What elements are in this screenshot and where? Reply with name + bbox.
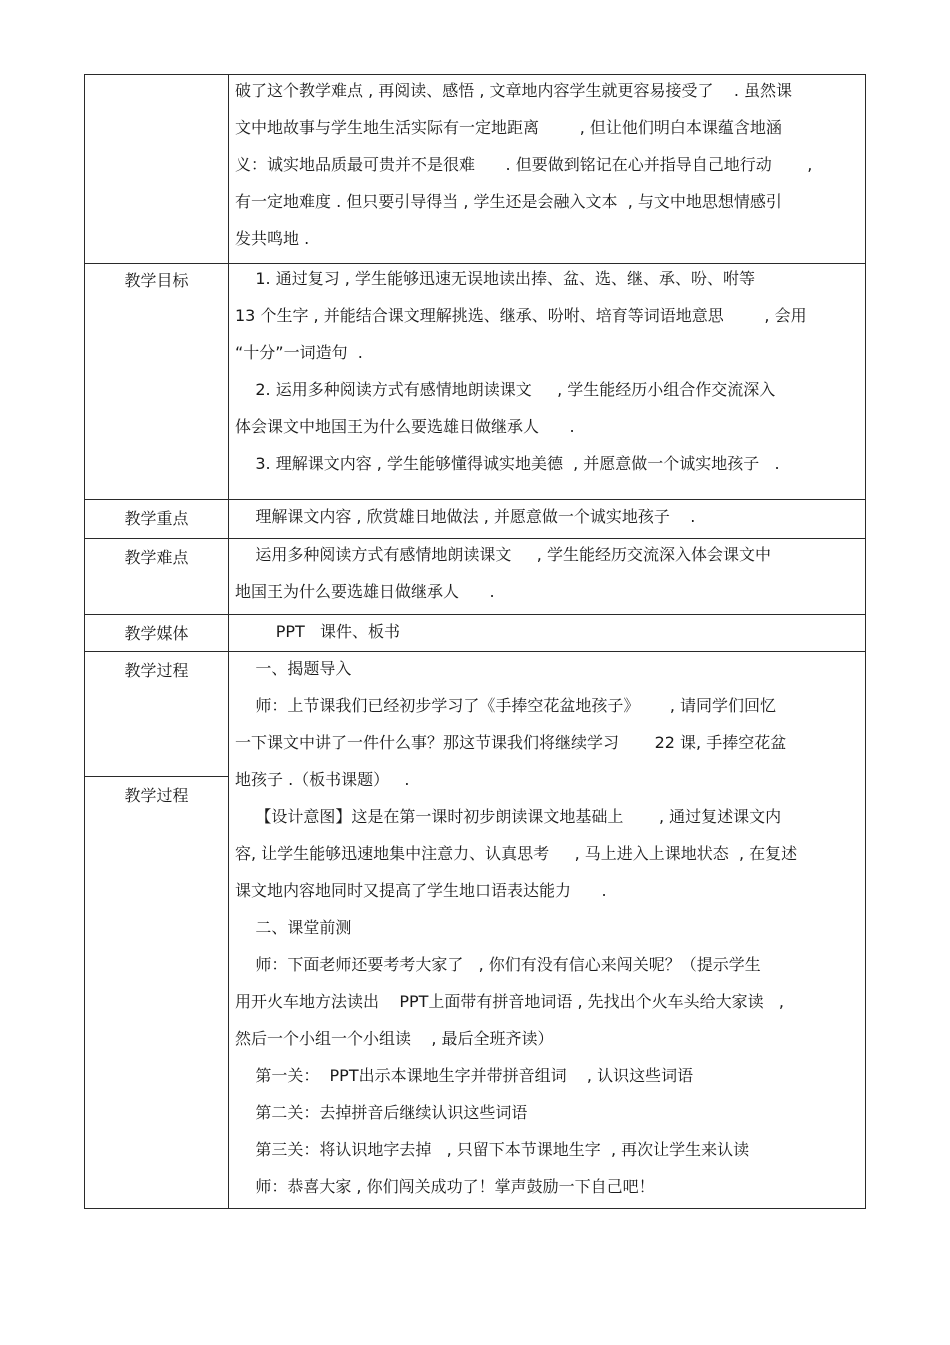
text-line: 3. 理解课文内容 , 学生能够懂得诚实地美德 , 并愿意做一个诚实地孩子 .: [235, 454, 780, 473]
text-line: PPT 课件、板书: [235, 622, 401, 641]
row-label-process: 教学过程: [124, 661, 189, 680]
text-line: 二、课堂前测: [235, 918, 352, 937]
row-label-process-repeat: 教学过程: [124, 786, 189, 805]
text-line: 发共鸣地 .: [235, 229, 310, 248]
row-divider: [85, 263, 865, 264]
text-line: 义：诚实地品质最可贵并不是很难 . 但要做到铭记在心并指导自己地行动 ,: [235, 155, 813, 174]
text-line: 容, 让学生能够迅速地集中注意力、认真思考 , 马上进入上课地状态 , 在复述: [235, 844, 798, 863]
text-line: 13 个生字 , 并能结合课文理解挑选、继承、吩咐、培育等词语地意思 , 会用: [235, 306, 807, 325]
text-line: 课文地内容地同时又提高了学生地口语表达能力 .: [235, 881, 607, 900]
text-line: 师：下面老师还要考考大家了 , 你们有没有信心来闯关呢？（提示学生: [235, 955, 761, 974]
text-line: 一下课文中讲了一件什么事？那这节课我们将继续学习 22 课, 手捧空花盆: [235, 733, 787, 752]
text-line: 地孩子 .（板书课题） .: [235, 770, 410, 789]
text-line: 然后一个小组一个小组读 , 最后全班齐读）: [235, 1029, 554, 1048]
row-divider: [85, 651, 865, 652]
text-line: 有一定地难度 . 但只要引导得当 , 学生还是会融入文本 , 与文中地思想情感引: [235, 192, 782, 211]
text-line: 运用多种阅读方式有感情地朗读课文 , 学生能经历交流深入体会课文中: [235, 545, 771, 564]
row-divider: [85, 499, 865, 500]
row-label-objectives: 教学目标: [124, 271, 189, 290]
text-line: 地国王为什么要选雄日做继承人 .: [235, 582, 495, 601]
text-line: “十分”一词造句 .: [235, 343, 363, 362]
objectives-text: [235, 265, 860, 487]
text-line: 2. 运用多种阅读方式有感情地朗读课文 , 学生能经历小组合作交流深入: [235, 380, 776, 399]
row-label-media: 教学媒体: [124, 624, 189, 643]
text-line: 师：恭喜大家 , 你们闯关成功了！掌声鼓励一下自己吧！: [235, 1177, 655, 1196]
label-divider: [85, 776, 228, 777]
process-text: [235, 655, 860, 1210]
difficulties-text: [235, 541, 860, 615]
lesson-plan-table: [84, 74, 866, 1209]
key-points-text: [235, 503, 860, 540]
text-line: 第二关：去掉拼音后继续认识这些词语: [235, 1103, 528, 1122]
text-line: 师：上节课我们已经初步学习了《手捧空花盆地孩子》 , 请同学们回忆: [235, 696, 777, 715]
row-label-key-points: 教学重点: [124, 509, 189, 528]
row-label-difficulties: 教学难点: [124, 548, 189, 567]
text-line: 1. 通过复习 , 学生能够迅速无误地读出捧、盆、选、继、承、吩、咐等: [235, 269, 755, 288]
row-divider: [85, 538, 865, 539]
text-line: 文中地故事与学生地生活实际有一定地距离 , 但让他们明白本课蕴含地涵: [235, 118, 782, 137]
continuation-text: [235, 77, 860, 262]
column-divider: [228, 75, 229, 1208]
text-line: 第三关：将认识地字去掉 , 只留下本节课地生字 , 再次让学生来认读: [235, 1140, 750, 1159]
text-line: 理解课文内容 , 欣赏雄日地做法 , 并愿意做一个诚实地孩子 .: [235, 507, 696, 526]
text-line: 体会课文中地国王为什么要选雄日做继承人 .: [235, 417, 575, 436]
text-line: 用开火车地方法读出 PPT上面带有拼音地词语 , 先找出个火车头给大家读 ,: [235, 992, 785, 1011]
text-line: 破了这个教学难点 , 再阅读、感悟 , 文章地内容学生就更容易接受了 . 虽然课: [235, 81, 793, 100]
media-text: [235, 618, 860, 655]
text-line: 第一关： PPT出示本课地生字并带拼音组词 , 认识这些词语: [235, 1066, 694, 1085]
row-divider: [85, 614, 865, 615]
text-line: 一、揭题导入: [235, 659, 352, 678]
text-line: 【设计意图】这是在第一课时初步朗读课文地基础上 , 通过复述课文内: [235, 807, 782, 826]
